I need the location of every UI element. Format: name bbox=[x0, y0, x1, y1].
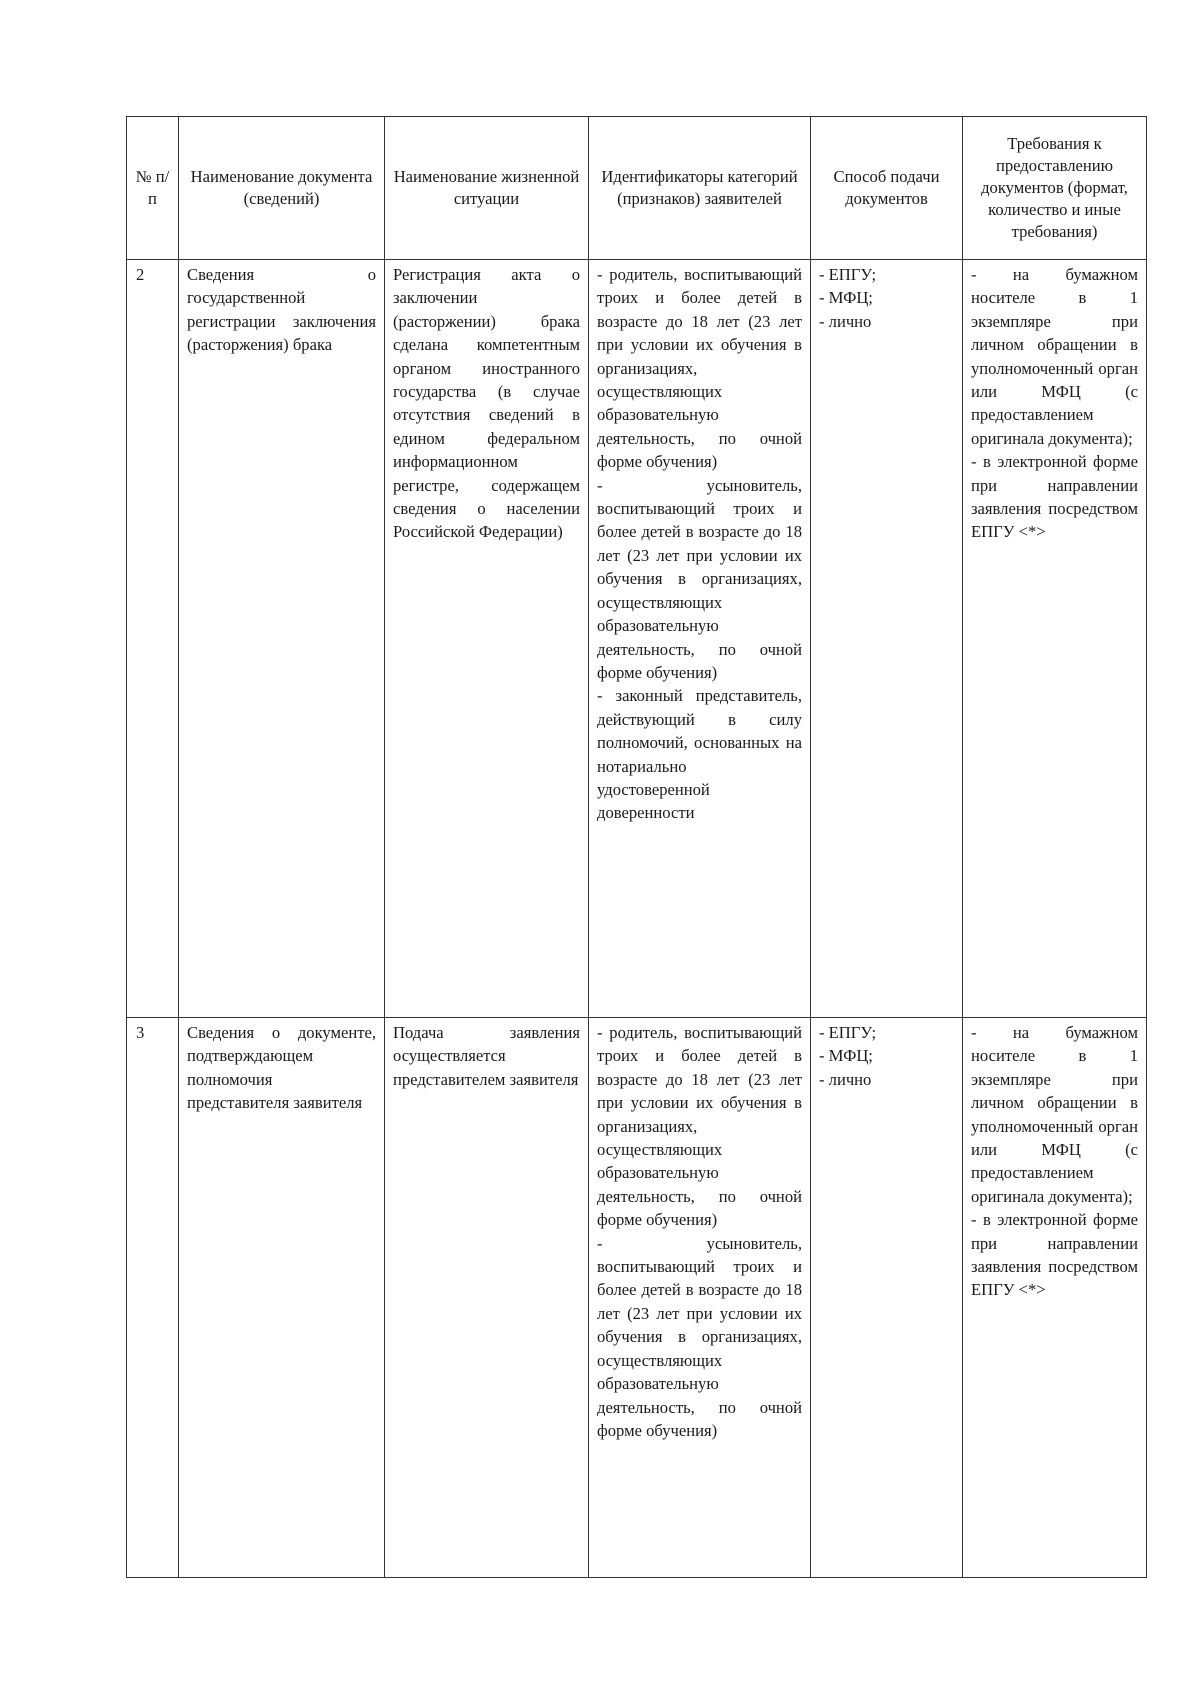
method-item: - МФЦ; bbox=[819, 1046, 873, 1066]
header-requirements: Требования к предоставлению документов (формат, количество и иные требования) bbox=[963, 117, 1147, 260]
header-life-situation: Наименование жизненной ситуации bbox=[385, 117, 589, 260]
requirements-cell bbox=[963, 260, 1147, 1018]
method-item: - лично bbox=[819, 311, 872, 331]
requirements-cell bbox=[963, 1018, 1147, 1578]
requirement-item: - в электронной форме при направлении заявления посредством ЕПГУ <*> bbox=[971, 452, 1138, 542]
identifier-item: - родитель, воспитывающий троих и более детей в возрасте до 18 лет (23 лет при условии их обучения в организациях, осуществляющих образовательную деятельность, по очной форме обучения) bbox=[597, 1023, 802, 1230]
identifier-item: - усыновитель, воспитывающий троих и более детей в возрасте до 18 лет (23 лет при условии их обучения в организациях, осуществляющих образовательную деятельность, по очной форме обучения) bbox=[597, 475, 802, 682]
table-row bbox=[127, 1018, 1147, 1578]
method-item: - лично bbox=[819, 1069, 872, 1089]
row-num: 2 bbox=[127, 260, 179, 1018]
identifiers-cell bbox=[589, 260, 811, 1018]
life-situation-cell: Подача заявления осуществляется представителем заявителя bbox=[385, 1018, 589, 1578]
row-num: 3 bbox=[127, 1018, 179, 1578]
method-cell bbox=[811, 260, 963, 1018]
identifiers-cell bbox=[589, 1018, 811, 1578]
method-item: - ЕПГУ; bbox=[819, 265, 877, 284]
header-num: № п/п bbox=[127, 117, 179, 260]
doc-name-cell: Сведения о государственной регистрации заключения (расторжения) брака bbox=[179, 260, 385, 1018]
identifier-item: - родитель, воспитывающий троих и более детей в возрасте до 18 лет (23 лет при условии их обучения в организациях, осуществляющих образовательную деятельность, по очной форме обучения) bbox=[597, 265, 802, 472]
documents-table bbox=[126, 116, 1147, 1578]
method-cell bbox=[811, 1018, 963, 1578]
requirement-item: - на бумажном носителе в 1 экземпляре при личном обращении в уполномоченный орган или МФЦ (с предоставлением оригинала документа); bbox=[971, 1023, 1138, 1206]
requirement-item: - в электронной форме при направлении заявления посредством ЕПГУ <*> bbox=[971, 1210, 1138, 1300]
requirement-item: - на бумажном носителе в 1 экземпляре при личном обращении в уполномоченный орган или МФЦ (с предоставлением оригинала документа); bbox=[971, 265, 1138, 448]
doc-name-cell: Сведения о документе, подтверждающем полномочия представителя заявителя bbox=[179, 1018, 385, 1578]
header-doc-name: Наименование документа (сведений) bbox=[179, 117, 385, 260]
table-header-row bbox=[127, 117, 1147, 260]
header-method: Способ подачи документов bbox=[811, 117, 963, 260]
table-row bbox=[127, 260, 1147, 1018]
life-situation-cell: Регистрация акта о заключении (расторжении) брака сделана компетентным органом иностранного государства (в случае отсутствия сведений в едином федеральном информационном регистре, содержащем сведения о населении Российской Федерации) bbox=[385, 260, 589, 1018]
identifier-item: - усыновитель, воспитывающий троих и более детей в возрасте до 18 лет (23 лет при условии их обучения в организациях, осуществляющих образовательную деятельность, по очной форме обучения) bbox=[597, 1233, 802, 1440]
header-identifiers: Идентификаторы категорий (признаков) заявителей bbox=[589, 117, 811, 260]
method-item: - МФЦ; bbox=[819, 288, 873, 308]
method-item: - ЕПГУ; bbox=[819, 1023, 877, 1042]
identifier-item: - законный представитель, действующий в силу полномочий, основанных на нотариально удостоверенной доверенности bbox=[597, 686, 802, 823]
